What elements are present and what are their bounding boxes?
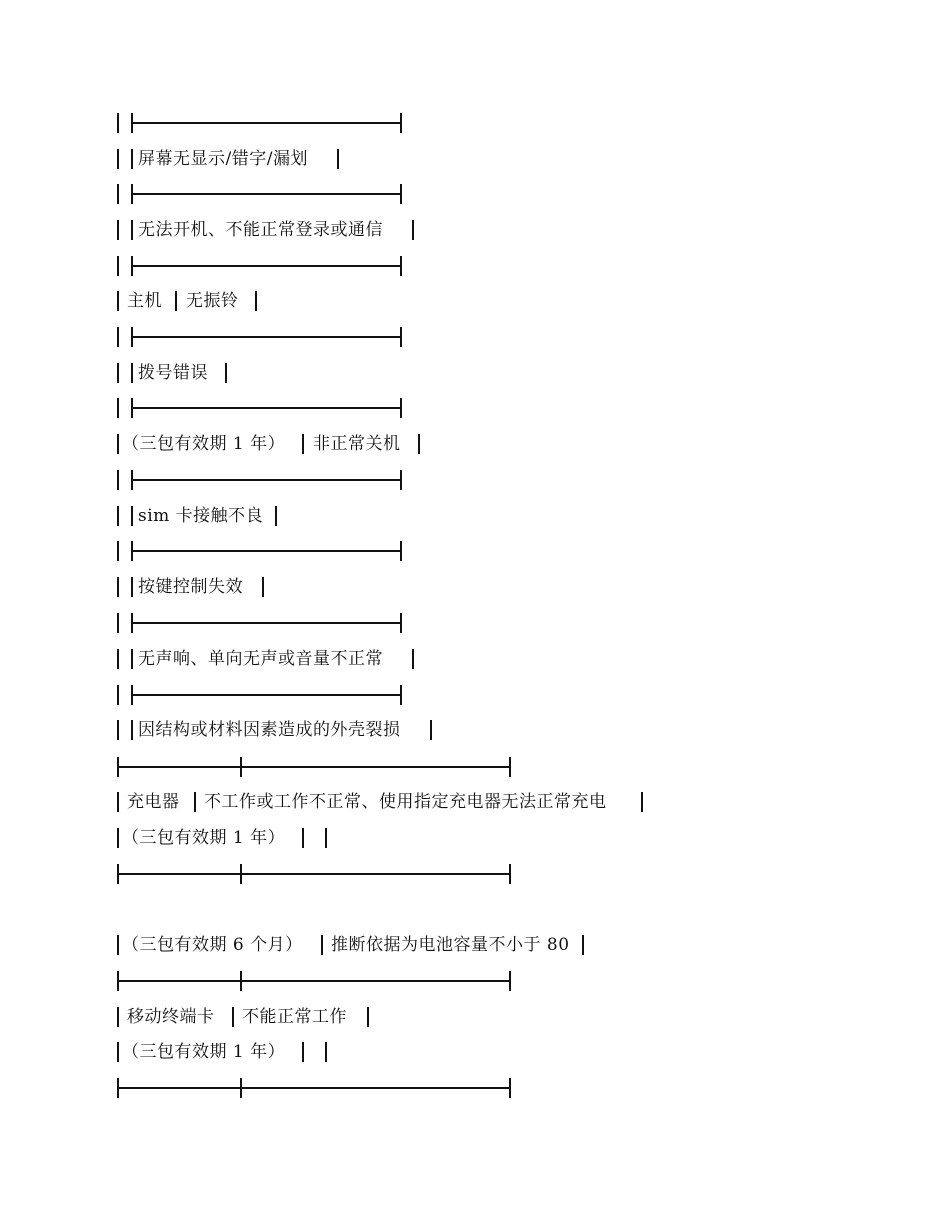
row-text: 拨号错误 [138, 363, 208, 383]
row-category: 充电器 [127, 792, 180, 812]
row-category: （三包有效期 6 个月） [122, 935, 303, 955]
row-category: 主机 [127, 291, 162, 311]
row-category: （三包有效期 1 年） [122, 434, 286, 454]
row-text: 无法开机、不能正常登录或通信 [138, 220, 383, 240]
row-text: 因结构或材料因素造成的外壳裂损 [138, 720, 401, 740]
row-text: 推断依据为电池容量不小于 80 [331, 935, 570, 955]
row-category: （三包有效期 1 年） [122, 828, 286, 848]
row-category: 移动终端卡 [127, 1007, 215, 1027]
row-text: 无声响、单向无声或音量不正常 [138, 649, 383, 669]
row-text: 非正常关机 [313, 434, 401, 454]
row-text: sim 卡接触不良 [138, 506, 264, 526]
row-text: 屏幕无显示/错字/漏划 [138, 149, 308, 169]
row-text: 不工作或工作不正常、使用指定充电器无法正常充电 [204, 792, 607, 812]
row-category: （三包有效期 1 年） [122, 1042, 286, 1062]
row-text: 不能正常工作 [242, 1007, 347, 1027]
row-text: 按键控制失效 [138, 577, 243, 597]
row-text: 无振铃 [186, 291, 239, 311]
